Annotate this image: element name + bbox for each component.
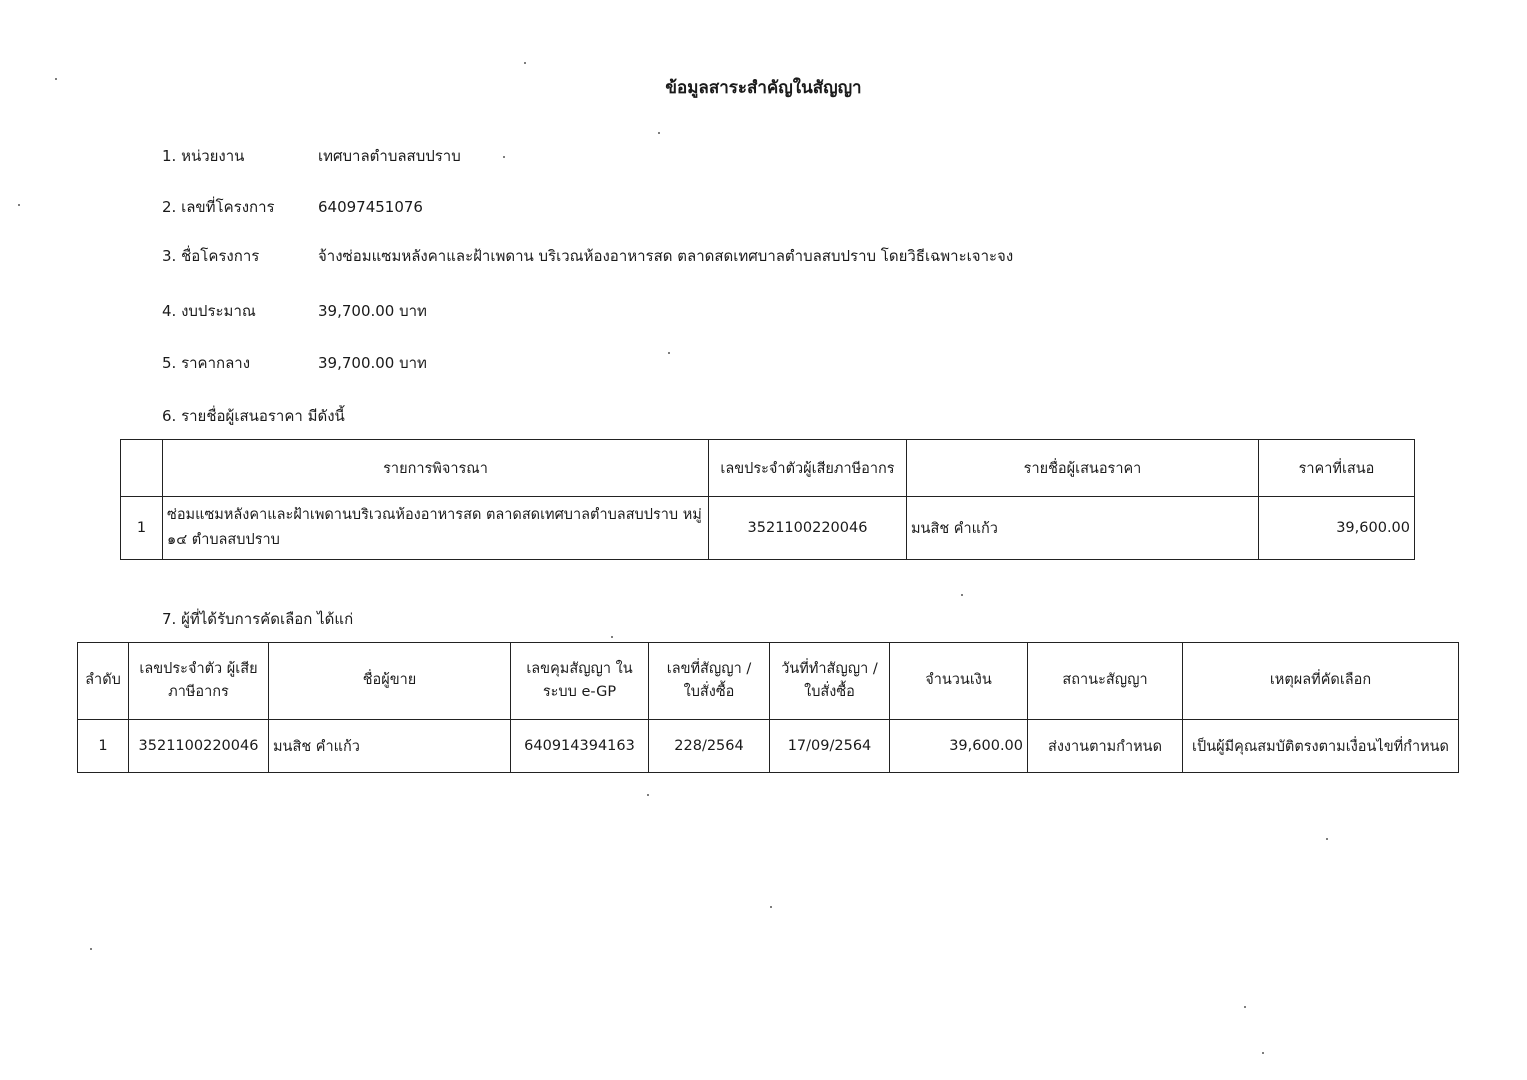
info-value: 64097451076 <box>318 198 423 216</box>
info-value: 39,700.00 บาท <box>318 354 427 372</box>
info-value: เทศบาลตำบลสบปราบ <box>318 147 461 165</box>
info-value: 39,700.00 บาท <box>318 302 427 320</box>
column-header: เหตุผลที่คัดเลือก <box>1183 643 1459 720</box>
column-header: ราคาที่เสนอ <box>1259 440 1415 497</box>
selected-heading: 7. ผู้ที่ได้รับการคัดเลือก ได้แก่ <box>162 610 354 628</box>
page-title: ข้อมูลสาระสำคัญในสัญญา <box>665 78 862 98</box>
info-median-price <box>162 351 427 375</box>
info-label: 5. ราคากลาง <box>162 354 251 372</box>
scan-speck <box>647 794 649 796</box>
column-header <box>121 440 163 497</box>
column-header: วันที่ทำสัญญา / ใบสั่งซื้อ <box>770 643 890 720</box>
column-header: เลขคุมสัญญา ในระบบ e-GP <box>511 643 649 720</box>
item-description: ซ่อมแซมหลังคาและฝ้าเพดานบริเวณห้องอาหารสด ตลาดสดเทศบาลตำบลสบปราบ หมู่ ๑๔ ตำบลสบปราบ <box>163 497 709 560</box>
column-header: จำนวนเงิน <box>890 643 1028 720</box>
column-header: รายชื่อผู้เสนอราคา <box>907 440 1259 497</box>
scan-speck <box>1244 1006 1246 1008</box>
tax-id: 3521100220046 <box>709 497 907 560</box>
column-header: ลำดับ <box>78 643 129 720</box>
contract-date: 17/09/2564 <box>770 720 890 773</box>
table-header-row <box>78 643 1459 720</box>
scan-speck <box>503 156 505 158</box>
table-header-row <box>121 440 1415 497</box>
egp-number: 640914394163 <box>511 720 649 773</box>
scan-speck <box>770 906 772 908</box>
info-label: 2. เลขที่โครงการ <box>162 198 275 216</box>
column-header: รายการพิจารณา <box>163 440 709 497</box>
info-label: 3. ชื่อโครงการ <box>162 247 260 265</box>
bidder-name: มนสิช คำแก้ว <box>907 497 1259 560</box>
amount: 39,600.00 <box>890 720 1028 773</box>
scan-speck <box>611 636 613 638</box>
scan-speck <box>90 948 92 950</box>
table-row <box>78 720 1459 773</box>
selected-table <box>77 642 1459 773</box>
column-header: ชื่อผู้ขาย <box>269 643 511 720</box>
scan-speck <box>55 78 57 80</box>
table-row <box>121 497 1415 560</box>
scan-speck <box>961 594 963 596</box>
info-project-number <box>162 195 423 219</box>
bidders-heading: 6. รายชื่อผู้เสนอราคา มีดังนี้ <box>162 407 345 425</box>
contract-number: 228/2564 <box>649 720 770 773</box>
column-header: เลขประจำตัว ผู้เสียภาษีอากร <box>129 643 269 720</box>
scan-speck <box>524 62 526 64</box>
column-header: เลขประจำตัวผู้เสียภาษีอากร <box>709 440 907 497</box>
scan-speck <box>1262 1052 1264 1054</box>
scan-speck <box>18 204 20 206</box>
info-project-name <box>162 244 1013 268</box>
seller-name: มนสิช คำแก้ว <box>269 720 511 773</box>
info-budget <box>162 299 427 323</box>
offered-price: 39,600.00 <box>1259 497 1415 560</box>
row-number: 1 <box>121 497 163 560</box>
selection-reason: เป็นผู้มีคุณสมบัติตรงตามเงื่อนไขที่กำหนด <box>1183 720 1459 773</box>
scan-speck <box>668 352 670 354</box>
contract-status: ส่งงานตามกำหนด <box>1028 720 1183 773</box>
bidders-table <box>120 439 1415 560</box>
scan-speck <box>1326 838 1328 840</box>
info-label: 1. หน่วยงาน <box>162 147 245 165</box>
info-label: 4. งบประมาณ <box>162 302 256 320</box>
tax-id: 3521100220046 <box>129 720 269 773</box>
scan-speck <box>658 132 660 134</box>
info-value: จ้างซ่อมแซมหลังคาและฝ้าเพดาน บริเวณห้องอาหารสด ตลาดสดเทศบาลตำบลสบปราบ โดยวิธีเฉพาะเจาะจง <box>318 247 1014 265</box>
column-header: สถานะสัญญา <box>1028 643 1183 720</box>
column-header: เลขที่สัญญา / ใบสั่งซื้อ <box>649 643 770 720</box>
row-number: 1 <box>78 720 129 773</box>
info-agency <box>162 144 461 168</box>
